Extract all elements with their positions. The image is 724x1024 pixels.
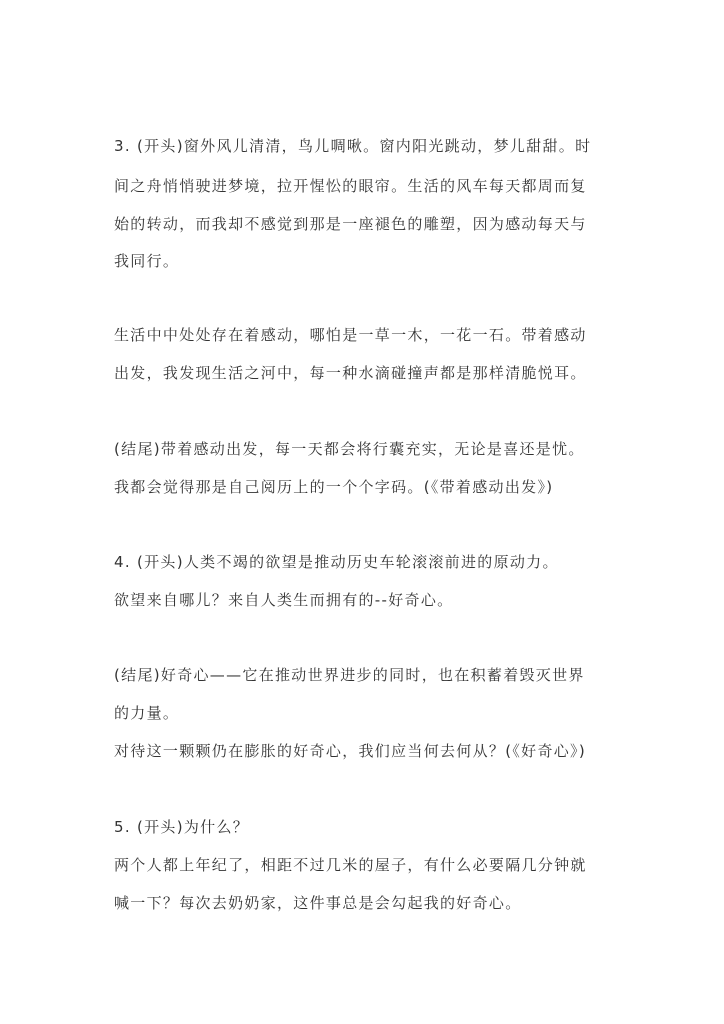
text-line: 始的转动，而我却不感觉到那是一座褪色的雕塑，因为感动每天与: [114, 215, 587, 233]
text-line: 生活中中处处存在着感动，哪怕是一草一木，一花一石。带着感动: [114, 326, 587, 344]
text-line: 出发，我发现生活之河中，每一种水滴碰撞声都是那样清脆悦耳。: [114, 364, 587, 382]
text-line: 的力量。: [114, 704, 180, 722]
text-line: 间之舟悄悄驶进梦境，拉开惺忪的眼帘。生活的风车每天都周而复: [114, 177, 587, 195]
text-line: 欲望来自哪儿？来自人类生而拥有的--好奇心。: [114, 591, 454, 609]
text-line: 我都会觉得那是自己阅历上的一个个字码。(《带着感动出发》): [114, 478, 554, 496]
text-line: 两个人都上年纪了，相距不过几米的屋子，有什么必要隔几分钟就: [114, 856, 587, 874]
text-line: (结尾)好奇心——它在推动世界进步的同时，也在积蓄着毁灭世界: [114, 666, 585, 684]
text-line: 喊一下？每次去奶奶家，这件事总是会勾起我的好奇心。: [114, 894, 522, 912]
text-line: 对待这一颗颗仍在膨胀的好奇心，我们应当何去何从？(《好奇心》): [114, 742, 587, 760]
text-line: (结尾)带着感动出发，每一天都会将行囊充实，无论是喜还是忧。: [114, 440, 585, 458]
text-line: 3. (开头)窗外风儿清清，鸟儿啁啾。窗内阳光跳动，梦儿甜甜。时: [114, 137, 592, 155]
text-line: 我同行。: [114, 252, 180, 270]
text-line: 5. (开头)为什么？: [114, 818, 250, 836]
text-line: 4. (开头)人类不竭的欲望是推动历史车轮滚滚前进的原动力。: [114, 553, 559, 571]
